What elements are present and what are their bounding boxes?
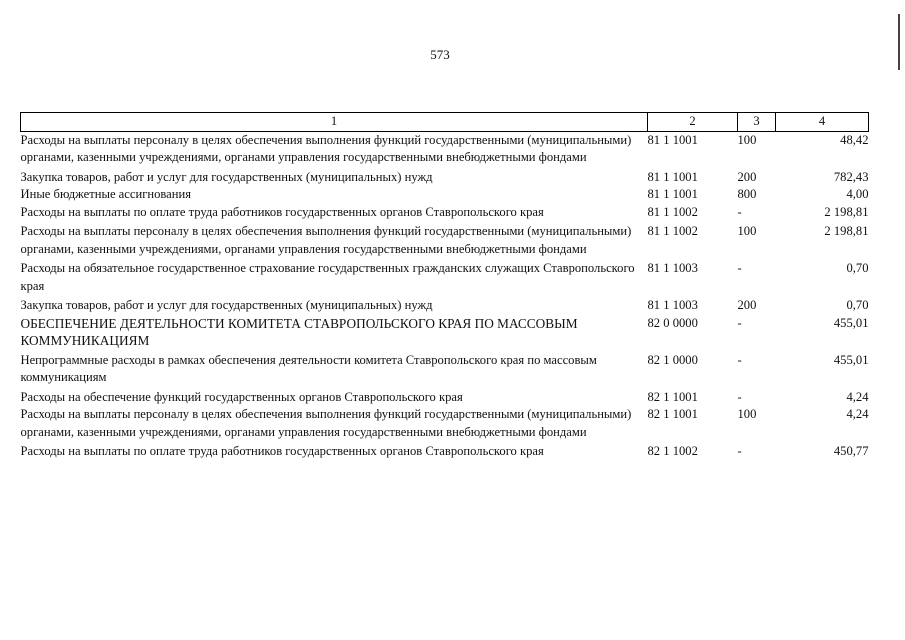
row-type: - bbox=[737, 261, 742, 275]
table-row bbox=[21, 169, 869, 187]
row-code: 81 1 1001 bbox=[647, 187, 698, 201]
row-amount: 2 198,81 bbox=[824, 224, 869, 238]
row-code: 81 1 1001 bbox=[647, 169, 698, 184]
table-row bbox=[21, 260, 869, 297]
row-amount: 48,42 bbox=[840, 132, 869, 147]
table-row bbox=[21, 315, 869, 352]
row-name: Расходы на выплаты персоналу в целях обеспечения выполнения функций государственными (муниципальными) органами, казенными учреждениями, органами управления государственными внебюджетными фондами bbox=[20, 407, 632, 439]
row-amount: 0,70 bbox=[846, 298, 869, 312]
row-code: 82 1 0000 bbox=[647, 352, 698, 367]
row-amount: 4,24 bbox=[846, 389, 869, 404]
row-code: 81 1 1003 bbox=[647, 261, 698, 275]
table-row bbox=[21, 389, 869, 407]
row-name: Расходы на выплаты персоналу в целях обеспечения выполнения функций государственными (муниципальными) органами, казенными учреждениями, органами управления государственными внебюджетными фондами bbox=[20, 132, 632, 164]
row-amount: 455,01 bbox=[833, 315, 869, 330]
header-row bbox=[21, 113, 869, 132]
row-code: 81 1 1002 bbox=[647, 204, 698, 219]
row-amount: 2 198,81 bbox=[824, 204, 869, 219]
row-type: 100 bbox=[737, 407, 757, 421]
row-name: Расходы на выплаты по оплате труда работников государственных органов Ставропольского края bbox=[20, 204, 544, 219]
table-row bbox=[21, 223, 869, 260]
row-amount: 4,00 bbox=[846, 187, 869, 201]
row-code: 81 1 1001 bbox=[647, 132, 698, 147]
row-code: 82 0 0000 bbox=[647, 315, 698, 330]
row-type: - bbox=[737, 315, 742, 330]
row-type: - bbox=[737, 352, 742, 367]
row-name: Расходы на выплаты по оплате труда работников государственных органов Ставропольского края bbox=[20, 444, 544, 458]
table-row bbox=[21, 204, 869, 224]
table-row bbox=[21, 186, 869, 204]
budget-table bbox=[20, 112, 869, 461]
row-name: Иные бюджетные ассигнования bbox=[20, 187, 192, 201]
row-type: 100 bbox=[737, 224, 757, 238]
row-amount: 782,43 bbox=[833, 169, 869, 184]
row-code: 82 1 1001 bbox=[647, 389, 698, 404]
table-row bbox=[21, 443, 869, 461]
row-name: Расходы на обязательное государственное страхование государственных гражданских служащих Ставропольского края bbox=[20, 261, 635, 293]
row-name: Расходы на обеспечение функций государственных органов Ставропольского края bbox=[20, 389, 463, 404]
row-type: - bbox=[737, 389, 742, 404]
row-name: Закупка товаров, работ и услуг для государственных (муниципальных) нужд bbox=[20, 169, 433, 184]
scan-edge-line bbox=[898, 14, 900, 70]
row-amount: 450,77 bbox=[833, 444, 869, 458]
table-row bbox=[21, 297, 869, 315]
table-row bbox=[21, 406, 869, 443]
row-type: 100 bbox=[737, 132, 757, 147]
row-name: Закупка товаров, работ и услуг для государственных (муниципальных) нужд bbox=[20, 298, 433, 312]
row-type: 800 bbox=[737, 187, 757, 201]
row-type: 200 bbox=[737, 298, 757, 312]
header-col-3: 3 bbox=[738, 113, 776, 132]
row-code: 82 1 1002 bbox=[647, 444, 698, 458]
table-row bbox=[21, 131, 869, 169]
row-type: 200 bbox=[737, 169, 757, 184]
row-type: - bbox=[737, 444, 742, 458]
row-name: ОБЕСПЕЧЕНИЕ ДЕЯТЕЛЬНОСТИ КОМИТЕТА СТАВРОПОЛЬСКОГО КРАЯ ПО МАССОВЫМ КОММУНИКАЦИЯМ bbox=[20, 315, 578, 348]
row-code: 81 1 1003 bbox=[647, 298, 698, 312]
page-number: 573 bbox=[430, 47, 450, 62]
table-row bbox=[21, 352, 869, 389]
row-amount: 4,24 bbox=[846, 407, 869, 421]
row-name: Непрограммные расходы в рамках обеспечения деятельности комитета Ставропольского края по массовым коммуникациям bbox=[20, 352, 597, 384]
header-col-1: 1 bbox=[21, 113, 648, 132]
row-type: - bbox=[737, 204, 742, 219]
row-amount: 0,70 bbox=[846, 261, 869, 275]
header-col-2: 2 bbox=[648, 113, 738, 132]
row-code: 81 1 1002 bbox=[647, 224, 698, 238]
row-code: 82 1 1001 bbox=[647, 407, 698, 421]
header-col-4: 4 bbox=[776, 113, 869, 132]
row-amount: 455,01 bbox=[833, 352, 869, 367]
row-name: Расходы на выплаты персоналу в целях обеспечения выполнения функций государственными (муниципальными) органами, казенными учреждениями, органами управления государственными внебюджетными фондами bbox=[20, 224, 632, 256]
